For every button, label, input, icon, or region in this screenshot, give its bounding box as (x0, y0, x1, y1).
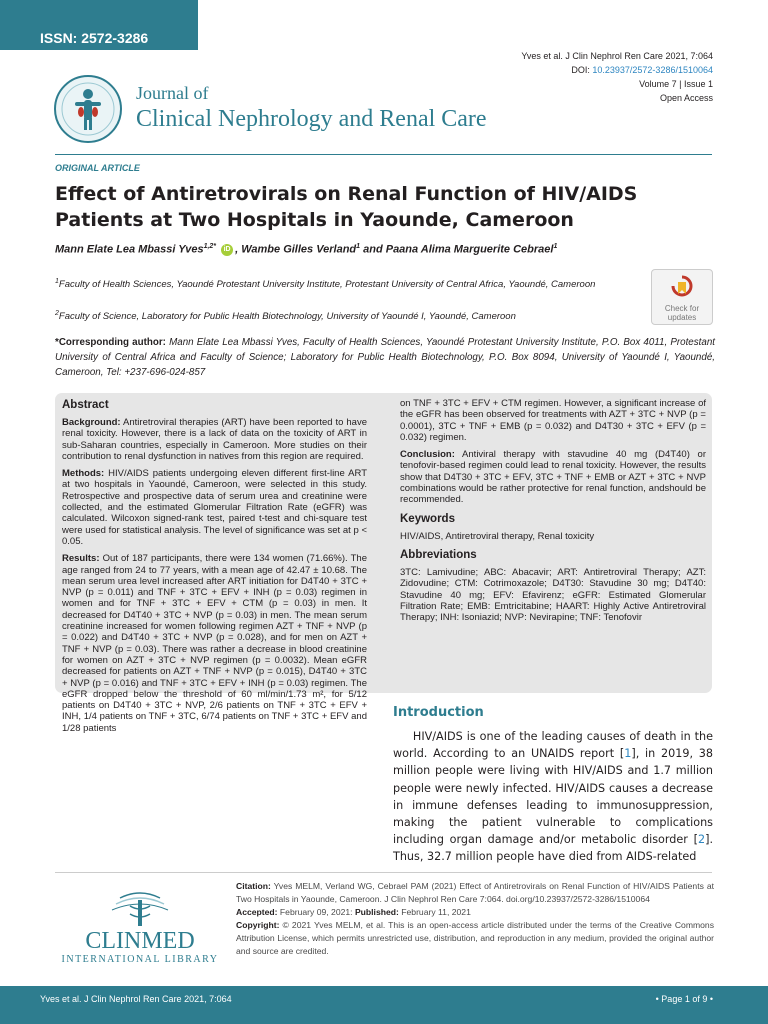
article-title: Effect of Antiretrovirals on Renal Function of HIV/AIDS Patients at Two Hospitals in Yaounde, Cameroon (55, 183, 638, 231)
check-for-updates-button[interactable] (651, 269, 713, 325)
author-3: and Paana Alima Marguerite Cebrael (360, 243, 554, 256)
journal-logo (53, 74, 123, 144)
author-2-affiliation: 1 (356, 243, 361, 250)
abstract-results-continued: on TNF + 3TC + EFV + CTM regimen. However, a significant increase of the eGFR has been observed for treatments with AZT + 3TC + NVP (p = 0.0001), 3TC + TNF + EMB (p = 0.032) and D4T30 + 3TC + EFV (p = 0.032) regimen. (400, 398, 706, 443)
abbreviations-text: 3TC: Lamivudine; ABC: Abacavir; ART: Antiretroviral Therapy; AZT: Zidovudine; CTM: Cotrimoxazole; D4T30: Stavudine 30 mg; D4T40: Stavudine 40 mg; EFV: Efavirenz; eGFR: Estimated Glomerular Filtration Rate; EMB: Emtricitabine; HAART: Highly Active Antiretroviral Therapy; INH: Isoniazid; NVP: Nevirapine; TNF: Tenofovir (400, 566, 706, 624)
affiliation-2-text: Faculty of Science, Laboratory for Public Health Biotechnology, University of Yaoundé I, Yaoundé, Cameroon (58, 311, 516, 323)
intro-part-c: ]. Thus, 32.7 million people have died from AIDS-related (393, 833, 713, 864)
abstract-background (62, 417, 367, 462)
published-date: February 11, 2021 (398, 907, 471, 917)
author-3-affiliation: 1 (553, 243, 558, 250)
clinmed-subtitle: INTERNATIONAL LIBRARY (61, 954, 219, 965)
keywords-heading: Keywords (400, 512, 455, 525)
doi-label: DOI: (571, 65, 590, 75)
abstract-heading: Abstract (62, 399, 109, 411)
citation-block (236, 880, 714, 958)
copyright-paragraph (236, 919, 714, 958)
published-label: Published: (354, 907, 399, 917)
affiliation-1-text: Faculty of Health Sciences, Yaoundé Protestant University Institute, Protestant University of Central Africa, Yaoundé, Cameroon (58, 279, 596, 291)
doi-link[interactable]: 10.23937/2572-3286/1510064 (592, 65, 713, 75)
results-text: Out of 187 participants, there were 134 women (71.66%). The age ranged from 24 to 77 years, with a mean age of 42.47 ± 10.68. The mean serum urea level increased after ART initiation for D4T40 + 3TC + NVP (p = 0.011) and TNF + 3TC + EFV + INH (p = 0.03) regimen in women and for TNF + 3TC + EFV + CTM (p = 0.03) in men. It decreased for D4T40 + 3TC + NVP (p = 0.03) in men. The mean serum creatinine increased for women following regimen AZT + TNF + NVP (p = 0.022) and D4T40 + 3TC + NVP (p = 0.028), and for men on AZT + TNF + NVP (p = 0.03). There was rather a decrease in blood creatinine for women on AZT + 3TC + NVP regimen (p = 0.0032). Mean eGFR decreased for patients on AZT + TNF + NVP (p = 0.015), D4T40 + 3TC + NVP (p = 0.016) and TNF + 3TC + EFV + INH (p = 0.03) regimen. The eGFR dropped below the threshold of 60 ml/min/1.73 m², for 5/12 patients on D4T40 + 3TC + NVP, 2/6 patients on TNF + 3TC + EFV + INH, 1/4 patients on TNF + 3TC, 6/74 patients on TNF + 3TC + EFV and 1/28 patients (62, 553, 367, 734)
abstract-column-right (400, 398, 706, 629)
citation-paragraph (236, 880, 714, 906)
conclusion-label: Conclusion: (400, 449, 455, 461)
journal-of-label: Journal of (136, 83, 209, 103)
dates-paragraph (236, 906, 714, 919)
issn-banner (0, 0, 198, 50)
orcid-icon[interactable]: iD (221, 244, 233, 256)
header-divider (55, 154, 712, 155)
citation-label: Citation: (236, 881, 271, 891)
introduction-heading: Introduction (393, 705, 484, 720)
doi-line (521, 63, 713, 77)
open-access-label: Open Access (659, 93, 713, 103)
footer-divider (55, 872, 712, 873)
affiliation-1-number: 1 (55, 278, 59, 285)
abstract-conclusion (400, 449, 706, 505)
volume-issue: Volume 7 | Issue 1 (639, 79, 713, 89)
background-text: Antiretroviral therapies (ART) have been reported to have renal toxicity. However, there is a lack of data on the toxicity of ART in sub-Saharan countries, especially in Cameroon. More studies on their contribution to renal dysfunction in natives from this region are required. (62, 417, 367, 462)
results-label: Results: (62, 553, 100, 565)
background-label: Background: (62, 417, 121, 428)
affiliation-1 (55, 274, 655, 292)
accepted-label: Accepted: (236, 907, 278, 917)
affiliation-2-number: 2 (55, 310, 59, 317)
intro-part-a: HIV/AIDS is one of the leading causes of death in the world. According to an UNAIDS report [ (393, 730, 714, 761)
author-2: , Wambe Gilles Verland (235, 243, 357, 256)
check-for-updates-label: Check for updates (664, 304, 700, 322)
abstract-column-left (62, 398, 367, 740)
affiliation-2 (55, 306, 655, 324)
copyright-label: Copyright: (236, 920, 280, 930)
introduction-text (393, 728, 713, 866)
reference-link-1[interactable]: 1 (624, 747, 632, 761)
author-1: Mann Elate Lea Mbassi Yves (55, 243, 204, 256)
accepted-date: February 09, 2021: (277, 907, 355, 917)
clinmed-wordmark: CLINMED (85, 928, 195, 954)
corresponding-author-label: *Corresponding author: (55, 337, 166, 348)
keywords-text: HIV/AIDS, Antiretroviral therapy, Renal toxicity (400, 530, 595, 542)
abstract-methods (62, 468, 367, 547)
issn-text: ISSN: 2572-3286 (40, 30, 149, 46)
methods-text: HIV/AIDS patients undergoing eleven different first-line ART at two hospitals in Yaoundé, Cameroon, were selected in this study. Retrospective and prospective data of serum urea and creatinine were collected, and the estimated Glomerular Filtration Rate (eGFR) was calculated. Wilcoxon signed-rank test, paired t-test and chi-square test were used for statistical analysis. The level of significance was set at p < 0.05. (62, 468, 367, 547)
clinmed-logo (60, 890, 220, 970)
conclusion-text: Antiviral therapy with stavudine 40 mg (D4T40) or tenofovir-based regimen could lead to renal toxicity. However, the results show that D4T30 + 3TC + EFV, 3TC + TNF + EMB or AZT + 3TC + NVP combinations would be rather protective for renal function, andshould be recommended. (400, 449, 706, 506)
author-1-affiliation: 1,2* (203, 243, 217, 250)
footer-citation: Yves et al. J Clin Nephrol Ren Care 2021, 7:064 (40, 994, 232, 1004)
page-number: • Page 1 of 9 • (655, 994, 713, 1004)
methods-label: Methods: (62, 468, 105, 480)
intro-part-b: ], in 2019, 38 million people were living with HIV/AIDS and 1.7 million people were newly infected. HIV/AIDS causes a decrease in immune defenses leading to immunosuppression, making the patient vulnerable to complications including organ damage and/or metabolic disorder [ (393, 747, 713, 847)
author-list (55, 243, 557, 256)
corresponding-author (55, 335, 715, 380)
abbreviations-heading: Abbreviations (400, 548, 477, 561)
citation-text: Yves MELM, Verland WG, Cebrael PAM (2021) Effect of Antiretrovirals on Renal Function of HIV/AIDS Patients at Two Hospitals in Yaounde, Cameroon. J Clin Nephrol Ren Care 7:064. doi.org/10.23937/2572-3286/1510064 (236, 881, 714, 904)
abstract-results (62, 553, 367, 734)
copyright-text: © 2021 Yves MELM, et al. This is an open-access article distributed under the terms of the Creative Commons Attribution License, which permits unrestricted use, distribution, and reproduction in any medium, provided the original author and source are credited. (236, 920, 714, 956)
reference-link-2[interactable]: 2 (697, 833, 706, 847)
page-footer-bar (0, 986, 768, 1024)
journal-name: Clinical Nephrology and Renal Care (136, 106, 487, 132)
article-meta (521, 49, 713, 105)
article-type: ORIGINAL ARTICLE (55, 163, 140, 173)
bookmark-icon (669, 275, 695, 297)
corresponding-author-text: Mann Elate Lea Mbassi Yves, Faculty of Health Sciences, Yaoundé Protestant University Institute, P.O. Box 4011, Protestant University of Central Africa and Faculty of Science; Laboratory for Public Health Biotechnology, P.O. Box 8094, University of Yaoundé I, Yaoundé, Cameroon, Tel: +237-696-024-857 (55, 337, 715, 378)
citation-line: Yves et al. J Clin Nephrol Ren Care 2021, 7:064 (521, 51, 713, 61)
